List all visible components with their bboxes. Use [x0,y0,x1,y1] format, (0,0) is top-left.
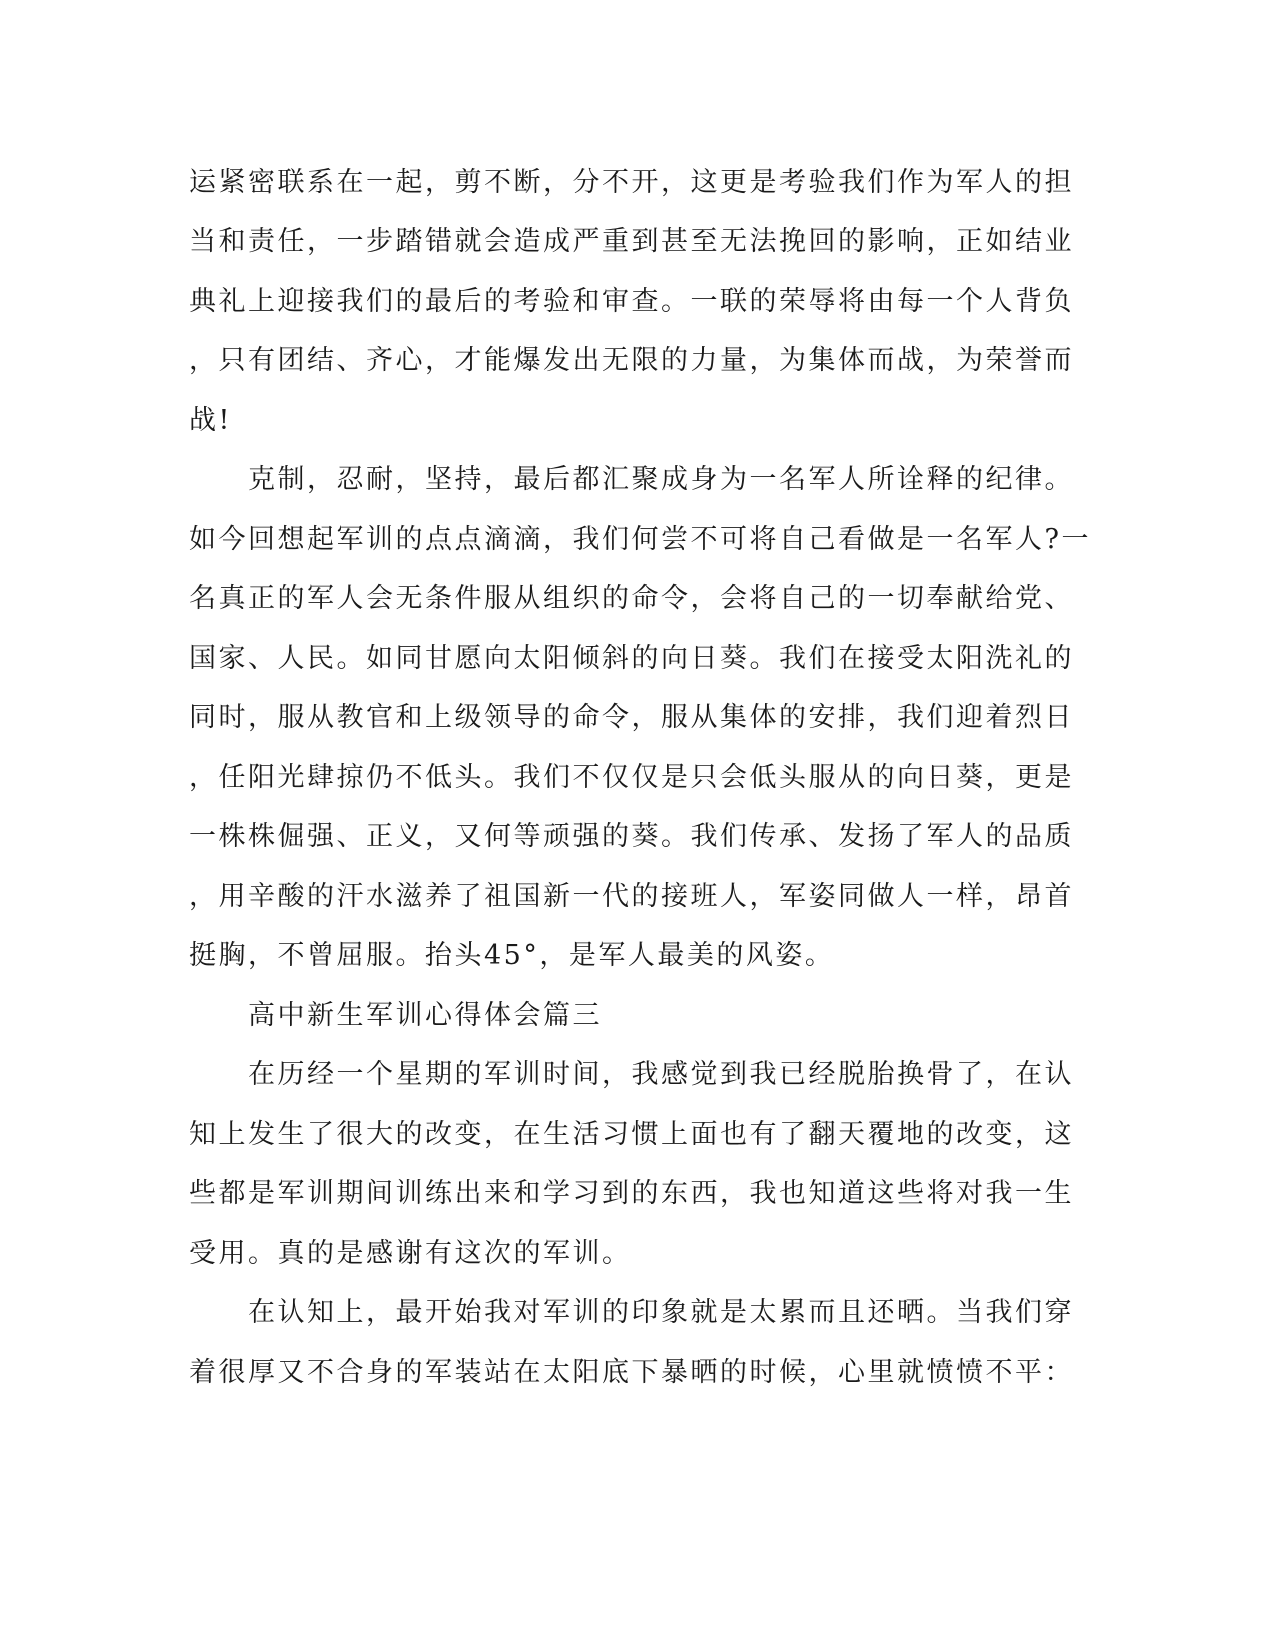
text-line: 知上发生了很大的改变，在生活习惯上面也有了翻天覆地的改变，这 [189,1119,1074,1150]
section-heading: 高中新生军训心得体会篇三 [189,1000,602,1031]
text-line: 挺胸，不曾屈服。抬头45°，是军人最美的风姿。 [189,940,835,971]
text-line: ，任阳光肆掠仍不低头。我们不仅仅是只会低头服从的向日葵，更是 [189,762,1074,793]
text-line: 同时，服从教官和上级领导的命令，服从集体的安排，我们迎着烈日 [189,702,1074,733]
text-line: 受用。真的是感谢有这次的军训。 [189,1238,632,1269]
text-line: 如今回想起军训的点点滴滴，我们何尝不可将自己看做是一名军人?一 [189,524,1091,555]
text-line: 克制，忍耐，坚持，最后都汇聚成身为一名军人所诠释的纪律。 [189,464,1074,495]
text-line: 着很厚又不合身的军装站在太阳底下暴晒的时候，心里就愤愤不平： [189,1357,1074,1388]
text-line: 在历经一个星期的军训时间，我感觉到我已经脱胎换骨了，在认 [189,1059,1074,1090]
text-line: ，用辛酸的汗水滋养了祖国新一代的接班人，军姿同做人一样，昂首 [189,881,1074,912]
text-line: 运紧密联系在一起，剪不断，分不开，这更是考验我们作为军人的担 [189,167,1074,198]
text-line: ，只有团结、齐心，才能爆发出无限的力量，为集体而战，为荣誉而 [189,345,1074,376]
text-line: 在认知上，最开始我对军训的印象就是太累而且还晒。当我们穿 [189,1297,1074,1328]
text-line: 一株株倔强、正义，又何等顽强的葵。我们传承、发扬了军人的品质 [189,821,1074,852]
text-line: 典礼上迎接我们的最后的考验和审查。一联的荣辱将由每一个人背负 [189,286,1074,317]
text-line: 些都是军训期间训练出来和学习到的东西，我也知道这些将对我一生 [189,1178,1074,1209]
text-line: 名真正的军人会无条件服从组织的命令，会将自己的一切奉献给党、 [189,583,1074,614]
text-line: 当和责任，一步踏错就会造成严重到甚至无法挽回的影响，正如结业 [189,226,1074,257]
text-line: 战! [189,405,232,436]
text-line: 国家、人民。如同甘愿向太阳倾斜的向日葵。我们在接受太阳洗礼的 [189,643,1074,674]
